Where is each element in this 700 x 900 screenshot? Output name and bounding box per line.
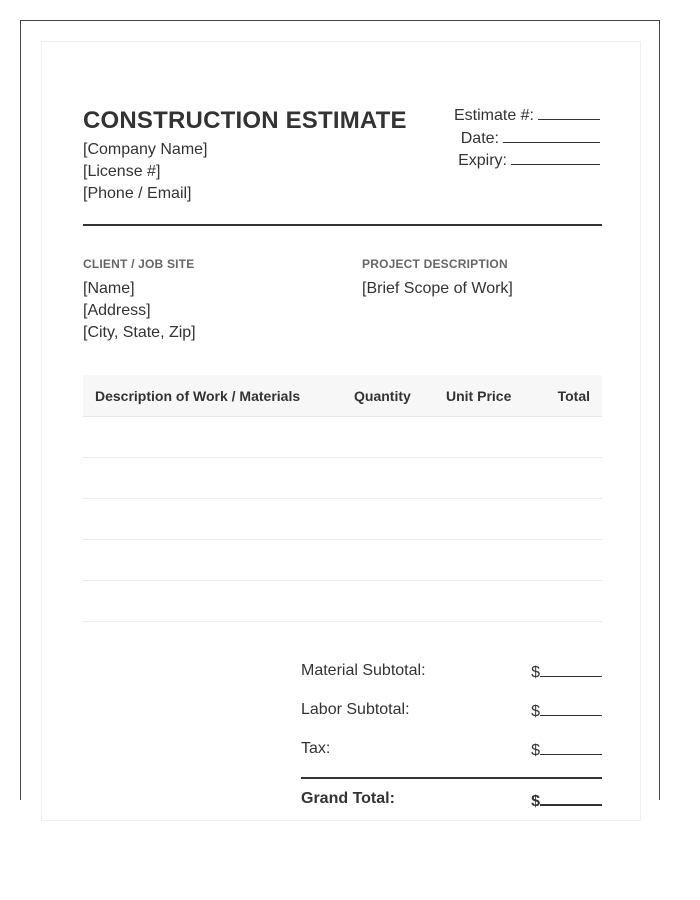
estimate-number-label: Estimate #:: [453, 107, 534, 124]
currency-symbol: $: [531, 664, 540, 681]
expiry-label: Expiry:: [458, 152, 507, 169]
date-label: Date:: [460, 129, 499, 147]
project-info: [362, 278, 513, 300]
totals-block: [301, 654, 602, 771]
grand-total-divider: [301, 777, 602, 779]
project-heading: PROJECT DESCRIPTION: [362, 257, 508, 271]
tax-label: Tax:: [301, 740, 331, 757]
date-row: [454, 128, 600, 151]
client-name: [Name]: [83, 280, 135, 297]
expiry-field[interactable]: [511, 150, 600, 165]
document-title: CONSTRUCTION ESTIMATE: [83, 107, 407, 134]
currency-symbol: $: [531, 742, 540, 759]
column-unit-price: Unit Price: [446, 388, 512, 404]
estimate-number-field[interactable]: [538, 105, 600, 120]
estimate-number-row: [454, 105, 600, 128]
phone-email: [Phone / Email]: [83, 185, 192, 202]
table-header: [83, 375, 602, 417]
material-subtotal-blank[interactable]: [540, 662, 602, 677]
tax-blank[interactable]: [540, 740, 602, 755]
table-row[interactable]: [83, 540, 602, 581]
estimate-meta: [454, 105, 600, 173]
grand-total-blank[interactable]: [540, 790, 602, 806]
client-address: [Address]: [83, 302, 151, 319]
header-divider: [83, 224, 602, 226]
table-row[interactable]: [83, 458, 602, 499]
grand-total-label: Grand Total:: [301, 790, 395, 807]
labor-subtotal-label: Labor Subtotal:: [301, 701, 410, 718]
labor-subtotal-blank[interactable]: [540, 701, 602, 716]
client-city-state-zip: [City, State, Zip]: [83, 324, 196, 341]
material-subtotal-field[interactable]: [531, 662, 602, 682]
column-quantity: Quantity: [354, 388, 411, 404]
material-subtotal-label: Material Subtotal:: [301, 662, 426, 679]
line-items-table: [83, 375, 602, 622]
table-row[interactable]: [83, 417, 602, 458]
currency-symbol: $: [531, 703, 540, 720]
project-scope: [Brief Scope of Work]: [362, 280, 513, 297]
license-number: [License #]: [83, 163, 161, 180]
company-info: [83, 139, 208, 205]
table-row[interactable]: [83, 499, 602, 540]
column-total: Total: [557, 388, 590, 404]
currency-symbol: $: [531, 793, 540, 810]
grand-total-row: [301, 790, 602, 814]
grand-total-field[interactable]: [531, 790, 602, 811]
document-frame: [20, 20, 660, 810]
tax-field[interactable]: [531, 740, 602, 760]
expiry-row: [454, 150, 600, 173]
date-field[interactable]: [503, 128, 600, 143]
labor-subtotal-row: [301, 693, 602, 732]
table-row[interactable]: [83, 581, 602, 622]
column-description: Description of Work / Materials: [95, 388, 301, 404]
company-name: [Company Name]: [83, 141, 208, 158]
material-subtotal-row: [301, 654, 602, 693]
tax-row: [301, 732, 602, 771]
client-heading: CLIENT / JOB SITE: [83, 257, 195, 271]
client-info: [83, 278, 196, 344]
labor-subtotal-field[interactable]: [531, 701, 602, 721]
estimate-sheet: [41, 41, 641, 821]
